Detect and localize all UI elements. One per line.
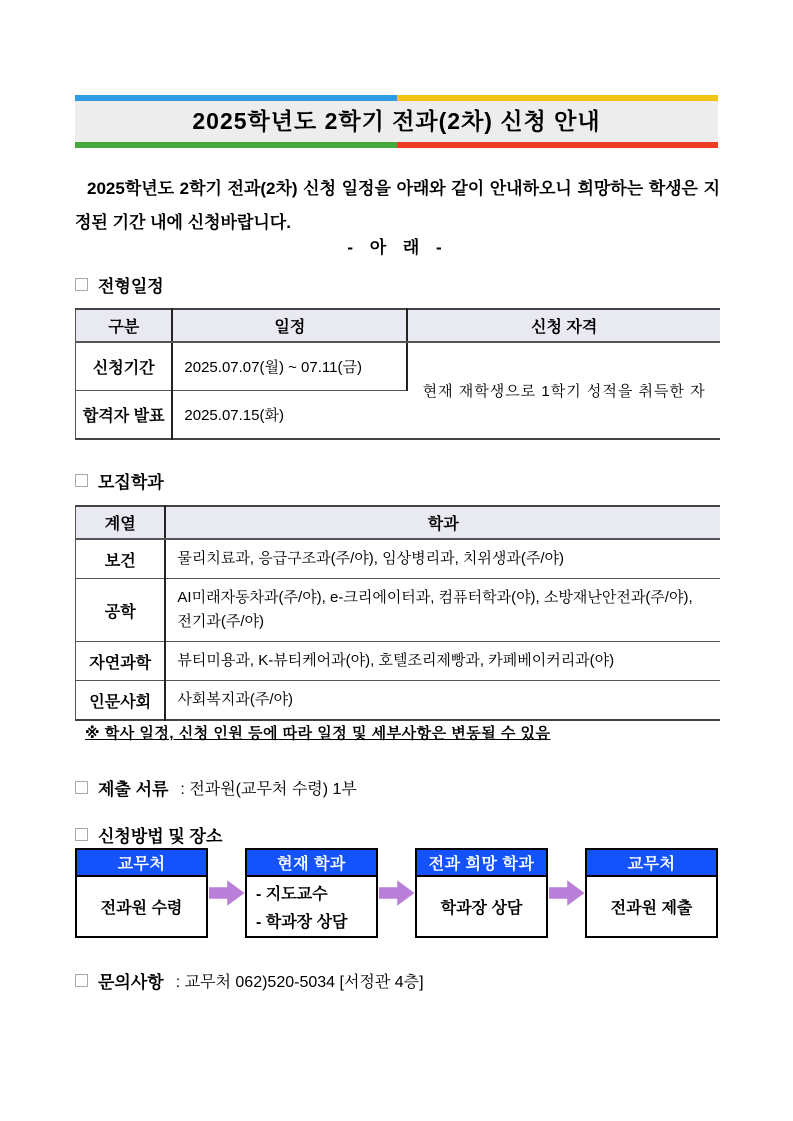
checkbox-square-icon bbox=[75, 781, 88, 794]
schedule-col-header: 신청 자격 bbox=[407, 309, 720, 342]
checkbox-square-icon bbox=[75, 828, 88, 841]
checkbox-square-icon bbox=[75, 974, 88, 987]
flow-step-body bbox=[417, 877, 546, 936]
documents-value: : 전과원(교무처 수령) 1부 bbox=[180, 781, 357, 798]
contact-label: 문의사항 bbox=[98, 973, 164, 992]
majors-cell: 뷰티미용과, K-뷰티케어과(야), 호텔조리제빵과, 카페베이커리과(야) bbox=[165, 642, 720, 681]
flow-step-office-submit bbox=[585, 848, 718, 938]
majors-cell: AI미래자동차과(주/야), e-크리에이터과, 컴퓨터학과(야), 소방재난안전과(주/야), 전기과(주/야) bbox=[165, 579, 720, 642]
schedule-row-label: 합격자 발표 bbox=[76, 390, 173, 439]
checkbox-square-icon bbox=[75, 278, 88, 291]
application-flow-diagram bbox=[75, 848, 718, 938]
qualification-cell: 현재 재학생으로 1학기 성적을 취득한 자 bbox=[407, 342, 720, 439]
departments-table bbox=[75, 505, 720, 721]
contact-value: : 교무처 062)520-5034 [서정관 4층] bbox=[175, 974, 424, 991]
section-heading-departments-label: 모집학과 bbox=[98, 473, 164, 492]
flow-step-header: 현재 학과 bbox=[247, 850, 376, 877]
flow-step-office-receive bbox=[75, 848, 208, 938]
table-row bbox=[76, 539, 721, 579]
title-banner bbox=[75, 95, 718, 148]
section-heading-documents bbox=[75, 775, 357, 800]
majors-cell: 물리치료과, 응급구조과(주/야), 임상병리과, 치위생과(주/야) bbox=[165, 539, 720, 579]
schedule-row-value: 2025.07.07(월) ~ 07.11(금) bbox=[172, 342, 407, 390]
page-title: 2025학년도 2학기 전과(2차) 신청 안내 bbox=[75, 101, 718, 142]
schedule-col-header: 일정 bbox=[172, 309, 407, 342]
banner-bar-red bbox=[397, 142, 719, 148]
table-row bbox=[76, 579, 721, 642]
below-divider: - 아 래 - bbox=[347, 238, 448, 257]
flow-step-header: 교무처 bbox=[587, 850, 716, 877]
flow-gap bbox=[378, 877, 415, 909]
category-cell: 인문사회 bbox=[76, 681, 166, 721]
flow-step-header: 전과 희망 학과 bbox=[417, 850, 546, 877]
right-arrow-icon bbox=[379, 877, 415, 909]
flow-step-current-dept bbox=[245, 848, 378, 938]
intro-paragraph: 2025학년도 2학기 전과(2차) 신청 일정을 아래와 같이 안내하오니 희망하는 학생은 지정된 기간 내에 신청바랍니다. bbox=[75, 179, 720, 232]
flow-step-body bbox=[587, 877, 716, 936]
category-cell: 공학 bbox=[76, 579, 166, 642]
flow-step-line: 전과원 제출 bbox=[610, 900, 693, 917]
flow-step-line: 전과원 수령 bbox=[100, 900, 183, 917]
table-row bbox=[76, 681, 721, 721]
section-heading-method bbox=[75, 822, 222, 847]
section-heading-departments bbox=[75, 468, 164, 493]
flow-step-line: - 학과장 상담 bbox=[256, 914, 348, 931]
flow-step-body bbox=[247, 877, 376, 936]
right-arrow-icon bbox=[209, 877, 245, 909]
banner-bottom-bars bbox=[75, 142, 718, 148]
majors-cell: 사회복지과(주/야) bbox=[177, 691, 294, 708]
category-cell: 보건 bbox=[76, 539, 166, 579]
departments-col-header: 계열 bbox=[76, 506, 166, 539]
departments-table-header-row bbox=[76, 506, 721, 539]
table-row bbox=[76, 342, 721, 390]
table-row bbox=[76, 642, 721, 681]
banner-bar-green bbox=[75, 142, 397, 148]
schedule-row-label: 신청기간 bbox=[76, 342, 173, 390]
flow-step-line: 학과장 상담 bbox=[440, 900, 523, 917]
documents-label: 제출 서류 bbox=[98, 780, 169, 799]
section-heading-schedule bbox=[75, 272, 164, 297]
section-heading-contact bbox=[75, 968, 424, 993]
schedule-row-value: 2025.07.15(화) bbox=[184, 406, 284, 424]
schedule-table-header-row bbox=[76, 309, 721, 342]
schedule-table bbox=[75, 308, 720, 440]
checkbox-square-icon bbox=[75, 474, 88, 487]
section-heading-schedule-label: 전형일정 bbox=[98, 277, 164, 296]
schedule-col-header: 구분 bbox=[76, 309, 173, 342]
flow-step-body bbox=[77, 877, 206, 936]
right-arrow-icon bbox=[549, 877, 585, 909]
change-notice: ※ 학사 일정, 신청 인원 등에 따라 일정 및 세부사항은 변동될 수 있음 bbox=[85, 725, 551, 742]
category-cell: 자연과학 bbox=[76, 642, 166, 681]
departments-col-header: 학과 bbox=[165, 506, 720, 539]
method-label: 신청방법 및 장소 bbox=[98, 827, 223, 846]
flow-gap bbox=[208, 877, 245, 909]
flow-step-target-dept bbox=[415, 848, 548, 938]
flow-step-line: - 지도교수 bbox=[256, 886, 328, 903]
flow-step-header: 교무처 bbox=[77, 850, 206, 877]
flow-gap bbox=[548, 877, 585, 909]
